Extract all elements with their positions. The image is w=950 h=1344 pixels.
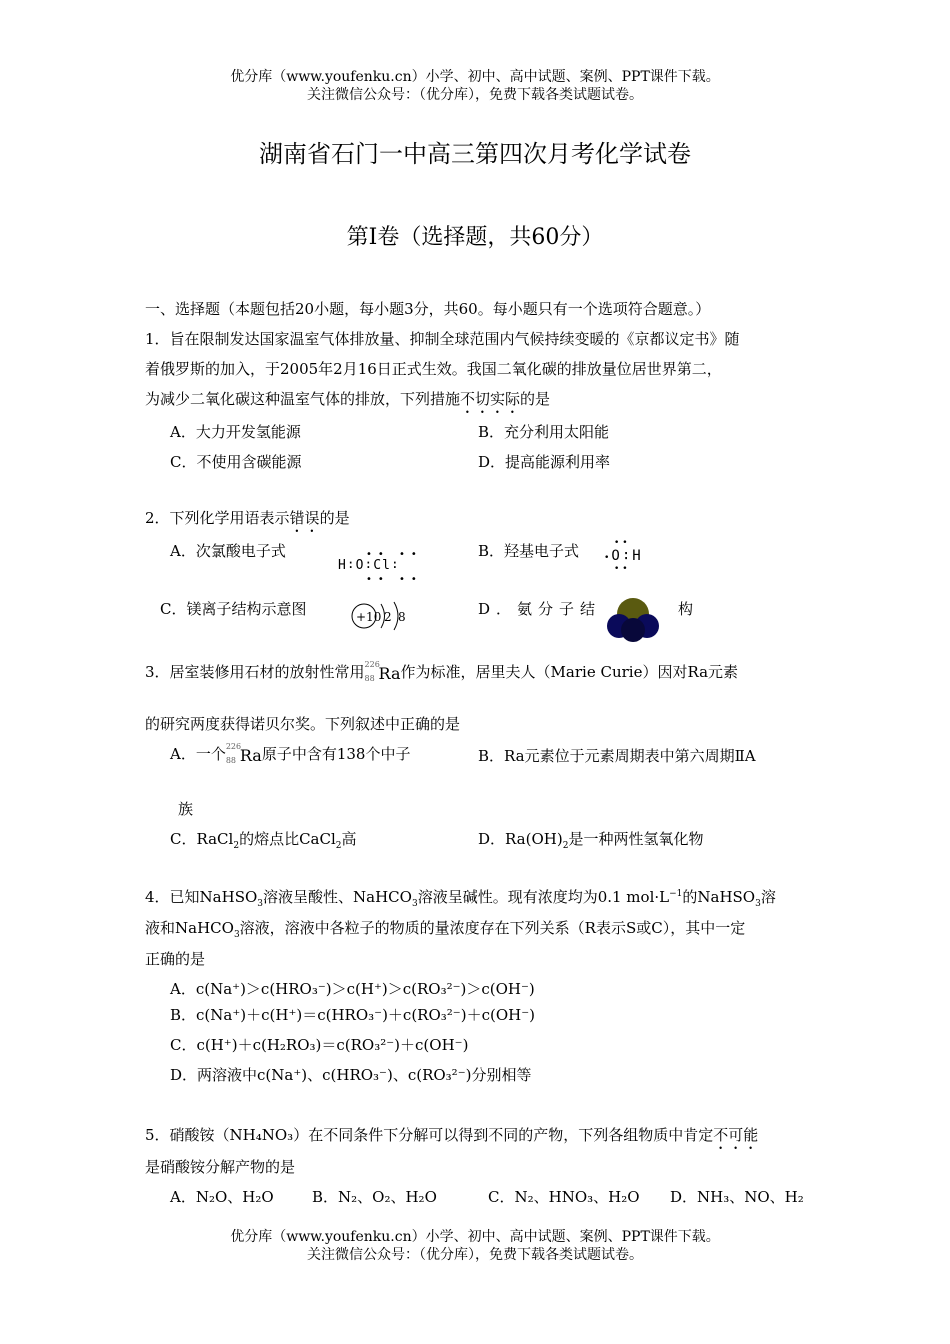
isotope-mass: 226 (364, 660, 380, 669)
q5-option-d: D．NH₃、NO、H₂ (670, 1188, 804, 1206)
shell-2-electrons: 8 (398, 610, 406, 624)
q4-option-b: B．c(Na⁺)＋c(H⁺)＝c(HRO₃⁻)＋c(RO₃²⁻)＋c(OH⁻) (170, 1006, 535, 1024)
q1-option-c: C．不使用含碳能源 (170, 453, 302, 471)
q1-line-3 (145, 388, 550, 417)
q4-l2-b: 溶液，溶液中各粒子的物质的量浓度存在下列关系（R表示S或C），其中一定 (239, 919, 746, 937)
q5-l1-a: 5．硝酸铵（NH₄NO₃）在不同条件下分解可以得到不同的产物，下列各组物质中肯定 (145, 1126, 714, 1144)
q3-line-1-b: 作为标准，居里夫人（Marie Curie）因对Ra元素 (400, 663, 739, 681)
hocl-lower-dots-icon: •• •• (366, 574, 423, 585)
q2-option-d-tail: 构 (678, 600, 694, 618)
isotope-number: 88 (364, 674, 375, 683)
q4-option-a: A．c(Na⁺)＞c(HRO₃⁻)＞c(H⁺)＞c(RO₃²⁻)＞c(OH⁻) (170, 980, 535, 998)
sub-3: 3 (257, 899, 264, 909)
q2-option-a: A．次氯酸电子式 (170, 542, 286, 560)
q5-option-a: A．N₂O、H₂O (170, 1188, 274, 1206)
q3-d-a: D．Ra(OH) (478, 830, 563, 848)
q3-c-c: 高 (341, 830, 357, 848)
hocl-upper-dots-icon: •• •• (366, 549, 423, 560)
magnesium-ion-structure-diagram (348, 596, 418, 636)
q1-emphasis: 不切实际 (460, 390, 521, 408)
q2-stem-b: 的是 (319, 509, 350, 527)
q3-option-a-prefix: A．一个 (170, 745, 226, 763)
q2-stem (145, 507, 350, 536)
section-subtitle: 第Ⅰ卷（选择题，共60分） (346, 225, 604, 250)
hydroxyl-lower-dots-icon: •• (614, 564, 631, 574)
q4-l2-a: 液和NaHCO (145, 919, 234, 937)
q4-line-3: 正确的是 (145, 950, 206, 968)
q1-line-1: 1．旨在限制发达国家温室气体排放量、抑制全球范围内气候持续变暖的《京都议定书》随 (145, 330, 740, 348)
q1-line-3-a: 为减少二氧化碳这种温室气体的排放，下列措施 (145, 390, 461, 408)
isotope-mass: 226 (225, 742, 242, 751)
q2-option-b: B．羟基电子式 (478, 542, 580, 560)
q5-option-c: C．N₂、HNO₃、H₂O (488, 1188, 640, 1206)
q5-emphasis: 不可能 (713, 1126, 759, 1144)
page-title: 湖南省石门一中高三第四次月考化学试卷 (259, 140, 691, 168)
sub-2: 2 (562, 841, 569, 851)
q3-option-b: B．Ra元素位于元素周期表中第六周期ⅡA (478, 747, 756, 765)
q2-stem-a: 2．下列化学用语表示 (145, 509, 290, 527)
q3-option-c (170, 828, 357, 851)
q4-option-d: D．两溶液中c(Na⁺)、c(HRO₃⁻)、c(RO₃²⁻)分别相等 (170, 1066, 532, 1084)
q1-line-3-b: 的是 (520, 390, 551, 408)
q3-c-b: 的熔点比CaCl (239, 830, 336, 848)
sub-3: 3 (755, 899, 761, 909)
q4-l1-b: 溶液呈酸性、NaHCO (263, 888, 412, 906)
q5-line-2: 是硝酸铵分解产物的是 (145, 1158, 296, 1176)
q3-d-b: 是一种两性氢氧化物 (568, 830, 704, 848)
q4-l1-a: 4．已知NaHSO (145, 888, 258, 906)
hydroxyl-left-dot-icon: • (604, 553, 612, 563)
sub-2: 2 (233, 841, 240, 851)
q4-l1-d: 的NaHSO (682, 888, 756, 906)
hydrogen-atom-3 (621, 618, 645, 642)
q1-line-2: 着俄罗斯的加入，于2005年2月16日正式生效。我国二氧化碳的排放量位居世界第二， (145, 360, 722, 378)
nucleus-charge: +10 (356, 610, 382, 624)
q2-option-c: C．镁离子结构示意图 (160, 600, 307, 618)
q3-option-b-cont: 族 (178, 800, 194, 818)
q4-l1-c: 溶液呈碱性。现有浓度均为0.1 mol·L (417, 888, 670, 906)
header-line-1: 优分库（www.youfenku.cn）小学、初中、高中试题、案例、PPT课件下载。 (230, 69, 720, 85)
isotope-symbol: Ra (239, 746, 262, 765)
q3-option-a-suffix: 原子中含有138个中子 (261, 745, 411, 763)
q3-line-1 (145, 660, 738, 686)
sub-2: 2 (335, 841, 342, 851)
sub-3: 3 (233, 930, 240, 940)
q3-option-a (170, 742, 410, 768)
isotope-number: 88 (225, 756, 237, 765)
q1-option-b: B．充分利用太阳能 (478, 423, 610, 441)
sup-neg-1: −1 (669, 889, 683, 899)
q2-emphasis: 错误 (289, 509, 320, 527)
isotope-symbol: Ra (378, 664, 401, 683)
footer-line-1: 优分库（www.youfenku.cn）小学、初中、高中试题、案例、PPT课件下载。 (230, 1229, 720, 1245)
q3-option-d (478, 828, 703, 851)
q1-option-a: A．大力开发氢能源 (170, 423, 301, 441)
q2-option-d: D．氨分子结 (478, 600, 602, 618)
q5-line-1 (145, 1124, 758, 1153)
header-line-2: 关注微信公众号：（优分库），免费下载各类试题试卷。 (307, 87, 643, 103)
hypochlorous-electron-formula: H∶O∶Cl∶ (338, 558, 400, 573)
q3-line-2: 的研究两度获得诺贝尔奖。下列叙述中正确的是 (145, 715, 461, 733)
radium-isotope-a (226, 742, 262, 768)
sub-3: 3 (411, 899, 418, 909)
q4-line-1 (145, 886, 776, 909)
q3-line-1-a: 3．居室装修用石材的放射性常用 (145, 663, 365, 681)
q1-option-d: D．提高能源利用率 (478, 453, 611, 471)
q5-option-b: B．N₂、O₂、H₂O (312, 1188, 437, 1206)
q4-l1-e: 溶 (760, 888, 776, 906)
radium-isotope (365, 660, 401, 686)
q3-c-a: C．RaCl (170, 830, 234, 848)
footer-line-2: 关注微信公众号：（优分库），免费下载各类试题试卷。 (307, 1247, 643, 1263)
hydroxyl-electron-formula (604, 548, 643, 564)
q4-line-2 (145, 917, 745, 940)
shell-1-electrons: 2 (384, 610, 392, 624)
section-instruction: 一、选择题（本题包括20小题，每小题3分，共60。每小题只有一个选项符合题意。） (145, 300, 711, 318)
hydroxyl-upper-dots-icon: •• (614, 538, 631, 548)
hydroxyl-formula-text: O∶H (611, 548, 643, 564)
ammonia-molecule-model-icon (603, 596, 663, 642)
q4-option-c: C．c(H⁺)＋c(H₂RO₃)＝c(RO₃²⁻)＋c(OH⁻) (170, 1036, 469, 1054)
